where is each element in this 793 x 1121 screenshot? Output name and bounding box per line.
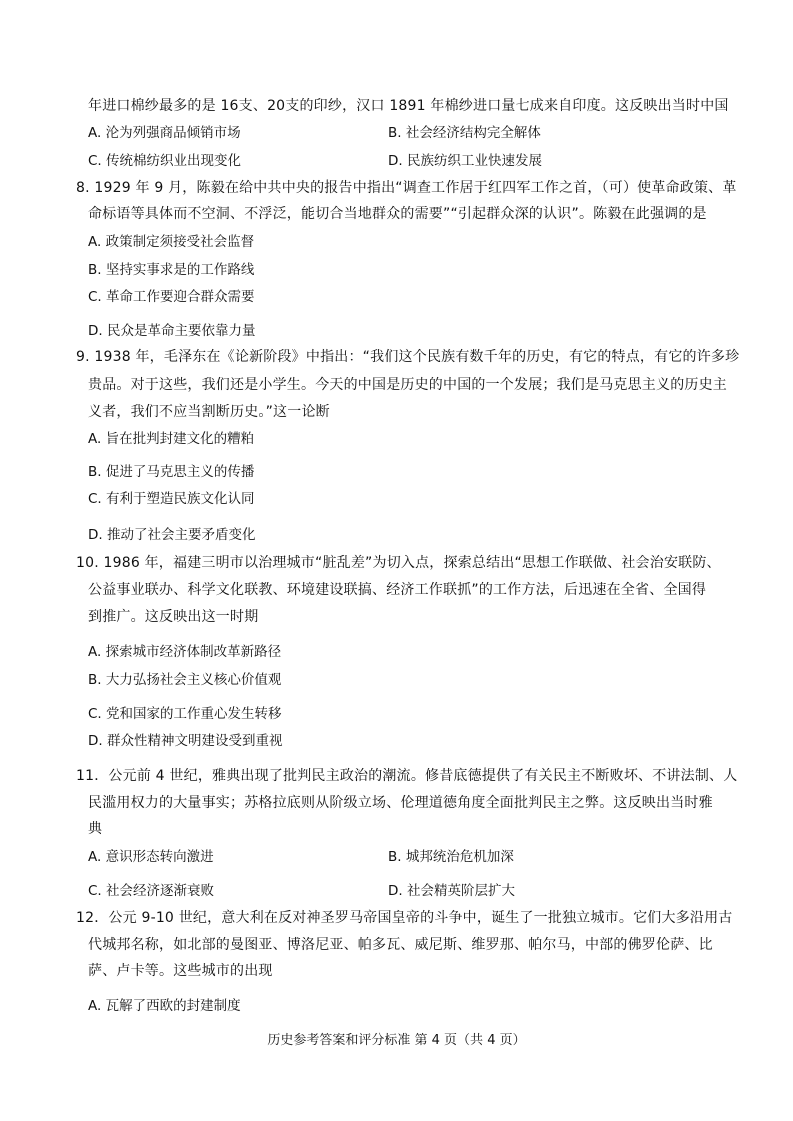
q8-option-d[interactable]: D. 民众是革命主要依靠力量 bbox=[88, 323, 256, 339]
q11-option-d[interactable]: D. 社会精英阶层扩大 bbox=[388, 883, 515, 899]
q7-option-d[interactable]: D. 民族纺织工业快速发展 bbox=[388, 153, 542, 169]
q12-stem-line-3: 萨、卢卡等。这些城市的出现 bbox=[88, 963, 273, 979]
q10-option-d[interactable]: D. 群众性精神文明建设受到重视 bbox=[88, 733, 283, 749]
q10-stem-line-3: 到推广。这反映出这一时期 bbox=[88, 609, 259, 625]
q11-option-a[interactable]: A. 意识形态转向激进 bbox=[88, 849, 214, 865]
q8-option-b[interactable]: B. 坚持实事求是的工作路线 bbox=[88, 262, 255, 278]
q11-option-c[interactable]: C. 社会经济逐渐衰败 bbox=[88, 883, 215, 899]
q9-stem-line-2: 贵品。对于这些，我们还是小学生。今天的中国是历史的中国的一个发展；我们是马克思主义的历史主 bbox=[88, 377, 727, 393]
q7-option-c[interactable]: C. 传统棉纺织业出现变化 bbox=[88, 153, 242, 169]
q7-option-b[interactable]: B. 社会经济结构完全解体 bbox=[388, 125, 541, 141]
q8-option-a[interactable]: A. 政策制定须接受社会监督 bbox=[88, 234, 255, 250]
q12-stem-line-1: 12．公元 9-10 世纪，意大利在反对神圣罗马帝国皇帝的斗争中，诞生了一批独立城市。它们大多沿用古 bbox=[76, 910, 733, 926]
q10-option-a[interactable]: A. 探索城市经济体制改革新路径 bbox=[88, 644, 282, 660]
q7-option-a[interactable]: A. 沦为列强商品倾销市场 bbox=[88, 125, 241, 141]
q9-option-b[interactable]: B. 促进了马克思主义的传播 bbox=[88, 464, 255, 480]
q7-stem-line: 年进口棉纱最多的是 16支、20支的印纱，汉口 1891 年棉纱进口量七成来自印度。这反映出当时中国 bbox=[88, 98, 729, 114]
q8-option-c[interactable]: C. 革命工作要迎合群众需要 bbox=[88, 289, 255, 305]
q10-option-b[interactable]: B. 大力弘扬社会主义核心价值观 bbox=[88, 672, 282, 688]
q9-stem-line-3: 义者，我们不应当割断历史。”这一论断 bbox=[88, 404, 330, 420]
q10-option-c[interactable]: C. 党和国家的工作重心发生转移 bbox=[88, 706, 282, 722]
page-footer: 历史参考答案和评分标准 第 4 页（共 4 页） bbox=[267, 1033, 526, 1048]
q9-option-a[interactable]: A. 旨在批判封建文化的糟粕 bbox=[88, 431, 255, 447]
q10-stem-line-2: 公益事业联办、科学文化联教、环境建设联搞、经济工作联抓”的工作方法，后迅速在全省、全国得 bbox=[88, 582, 707, 598]
q11-stem-line-1: 11．公元前 4 世纪，雅典出现了批判民主政治的潮流。修昔底德提供了有关民主不断败坏、不讲法制、人 bbox=[76, 768, 738, 784]
q10-stem-line-1: 10. 1986 年，福建三明市以治理城市“脏乱差”为切入点，探索总结出“思想工作联做、社会治安联防、 bbox=[76, 555, 721, 571]
q12-option-a[interactable]: A. 瓦解了西欧的封建制度 bbox=[88, 998, 241, 1014]
q9-option-c[interactable]: C. 有利于塑造民族文化认同 bbox=[88, 491, 255, 507]
q9-option-d[interactable]: D. 推动了社会主要矛盾变化 bbox=[88, 527, 256, 543]
q12-stem-line-2: 代城邦名称，如北部的曼图亚、博洛尼亚、帕多瓦、威尼斯、维罗那、帕尔马，中部的佛罗伦萨、比 bbox=[88, 937, 713, 953]
q9-stem-line-1: 9. 1938 年，毛泽东在《论新阶段》中指出：“我们这个民族有数千年的历史，有它的特点，有它的许多珍 bbox=[76, 349, 740, 365]
q11-stem-line-2: 民滥用权力的大量事实；苏格拉底则从阶级立场、伦理道德角度全面批判民主之弊。这反映出当时雅 bbox=[88, 795, 713, 811]
q11-option-b[interactable]: B. 城邦统治危机加深 bbox=[388, 849, 514, 865]
q8-stem-line-1: 8. 1929 年 9 月，陈毅在给中共中央的报告中指出“调查工作居于红四军工作之首，（可）使革命政策、革 bbox=[76, 180, 737, 196]
q8-stem-line-2: 命标语等具体而不空洞、不浮泛，能切合当地群众的需要”“引起群众深的认识”。陈毅在此强调的是 bbox=[88, 206, 707, 222]
q11-stem-line-3: 典 bbox=[88, 821, 103, 837]
